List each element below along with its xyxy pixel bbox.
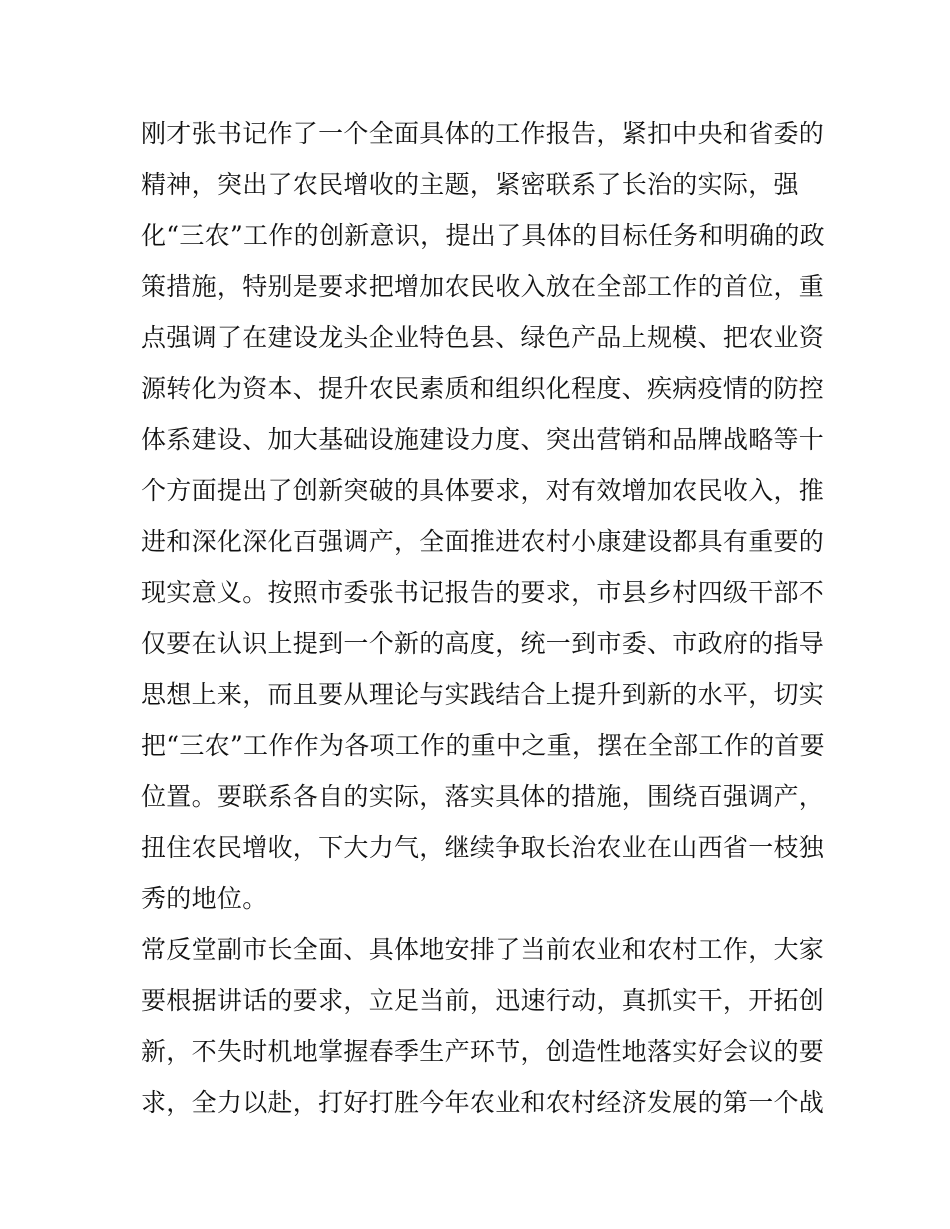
document-body [141, 108, 825, 1128]
text-line: 要根据讲话的要求，立足当前，迅速行动，真抓实干，开拓创 [141, 986, 825, 1015]
text-line: 扭住农民增收，下大力气，继续争取长治农业在山西省一枝独 [141, 833, 825, 862]
text-line: 位置。要联系各自的实际，落实具体的措施，围绕百强调产， [141, 782, 825, 811]
text-line: 秀的地位。 [141, 884, 268, 913]
text-line: 体系建设、加大基础设施建设力度、突出营销和品牌战略等十 [141, 425, 825, 454]
text-line: 现实意义。按照市委张书记报告的要求，市县乡村四级干部不 [141, 578, 825, 607]
text-line: 把“三农”工作作为各项工作的重中之重，摆在全部工作的首要 [141, 731, 825, 760]
text-line: 求，全力以赴，打好打胜今年农业和农村经济发展的第一个战 [141, 1088, 825, 1117]
text-line: 常反堂副市长全面、具体地安排了当前农业和农村工作，大家 [141, 935, 825, 964]
text-line: 仅要在认识上提到一个新的高度，统一到市委、市政府的指导 [141, 629, 825, 658]
text-line: 化“三农”工作的创新意识，提出了具体的目标任务和明确的政 [141, 221, 825, 250]
text-line: 进和深化深化百强调产，全面推进农村小康建设都具有重要的 [141, 527, 825, 556]
text-line: 精神，突出了农民增收的主题，紧密联系了长治的实际，强 [141, 170, 799, 199]
text-line: 刚才张书记作了一个全面具体的工作报告，紧扣中央和省委的 [141, 119, 825, 148]
paragraph-1 [141, 108, 825, 924]
text-line: 个方面提出了创新突破的具体要求，对有效增加农民收入，推 [141, 476, 825, 505]
paragraph-2 [141, 924, 825, 1128]
text-line: 思想上来，而且要从理论与实践结合上提升到新的水平，切实 [141, 680, 825, 709]
text-line: 策措施，特别是要求把增加农民收入放在全部工作的首位，重 [141, 272, 825, 301]
text-line: 源转化为资本、提升农民素质和组织化程度、疾病疫情的防控 [141, 374, 825, 403]
text-line: 点强调了在建设龙头企业特色县、绿色产品上规模、把农业资 [141, 323, 825, 352]
text-line: 新，不失时机地掌握春季生产环节，创造性地落实好会议的要 [141, 1037, 825, 1066]
